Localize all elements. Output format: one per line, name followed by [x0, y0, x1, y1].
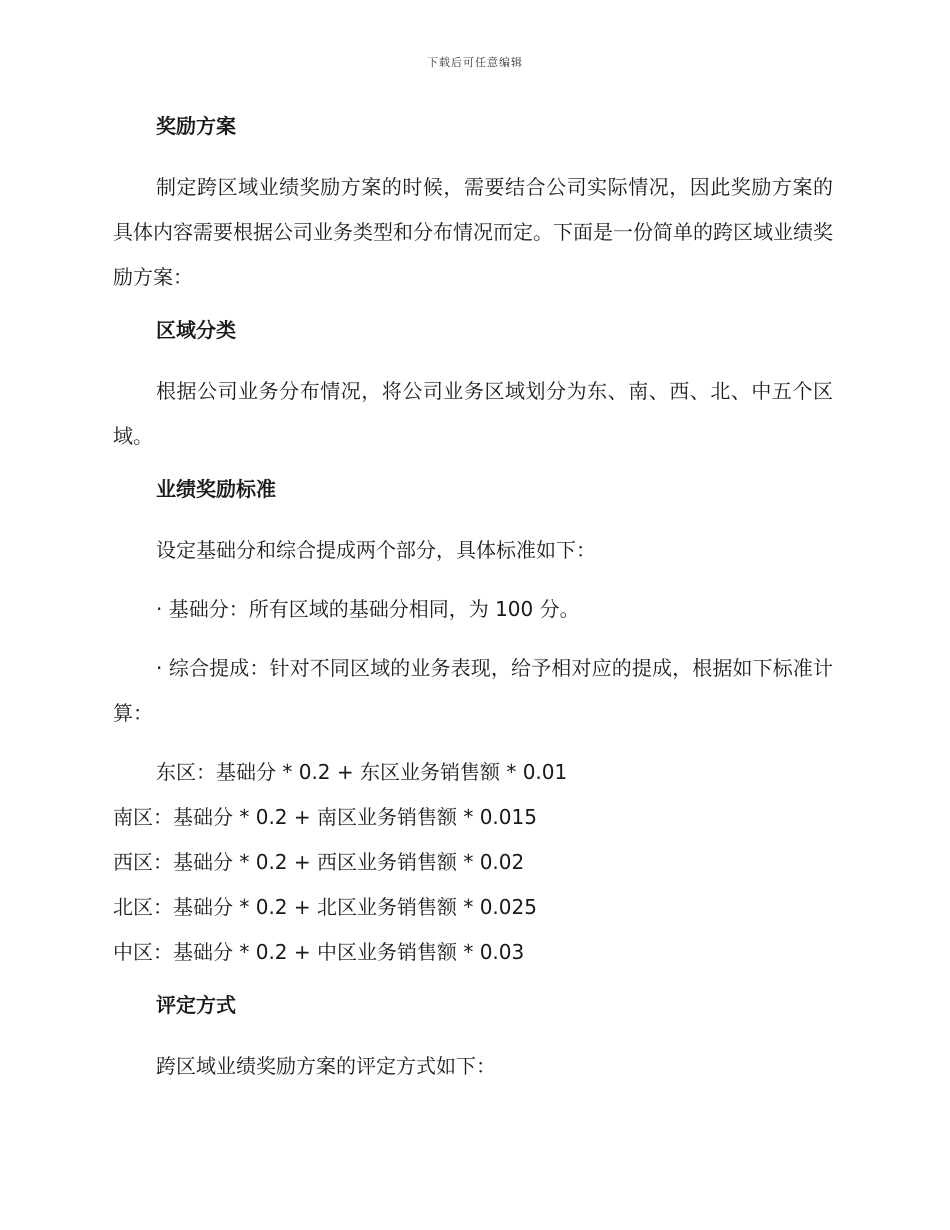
- section-heading-evaluation: 评定方式: [156, 993, 236, 1017]
- bullet-commission: · 综合提成：针对不同区域的业务表现，给予相对应的提成，根据如下标准计算：: [113, 656, 833, 725]
- formula-north: 北区：基础分 * 0.2 + 北区业务销售额 * 0.025: [113, 895, 537, 919]
- formula-center: 中区：基础分 * 0.2 + 中区业务销售额 * 0.03: [113, 940, 525, 964]
- formula-west: 西区：基础分 * 0.2 + 西区业务销售额 * 0.02: [113, 850, 525, 874]
- paragraph-region: 根据公司业务分布情况，将公司业务区域划分为东、南、西、北、中五个区域。: [113, 379, 833, 448]
- section-heading-reward-plan: 奖励方案: [156, 114, 236, 138]
- bullet-base-score: · 基础分：所有区域的基础分相同，为 100 分。: [156, 597, 580, 621]
- section-heading-standard: 业绩奖励标准: [156, 477, 276, 501]
- page-header: 下载后可任意编辑: [427, 56, 523, 69]
- formula-east: 东区：基础分 * 0.2 + 东区业务销售额 * 0.01: [156, 760, 568, 784]
- paragraph-evaluation: 跨区域业绩奖励方案的评定方式如下：: [156, 1054, 496, 1078]
- paragraph-reward-plan: 制定跨区域业绩奖励方案的时候，需要结合公司实际情况，因此奖励方案的具体内容需要根据公司业务类型和分布情况而定。下面是一份简单的跨区域业绩奖励方案：: [113, 175, 833, 289]
- document-body: [113, 110, 833, 1089]
- section-heading-region: 区域分类: [156, 318, 236, 342]
- paragraph-standard-intro: 设定基础分和综合提成两个部分，具体标准如下：: [156, 538, 596, 562]
- formula-south: 南区：基础分 * 0.2 + 南区业务销售额 * 0.015: [113, 805, 537, 829]
